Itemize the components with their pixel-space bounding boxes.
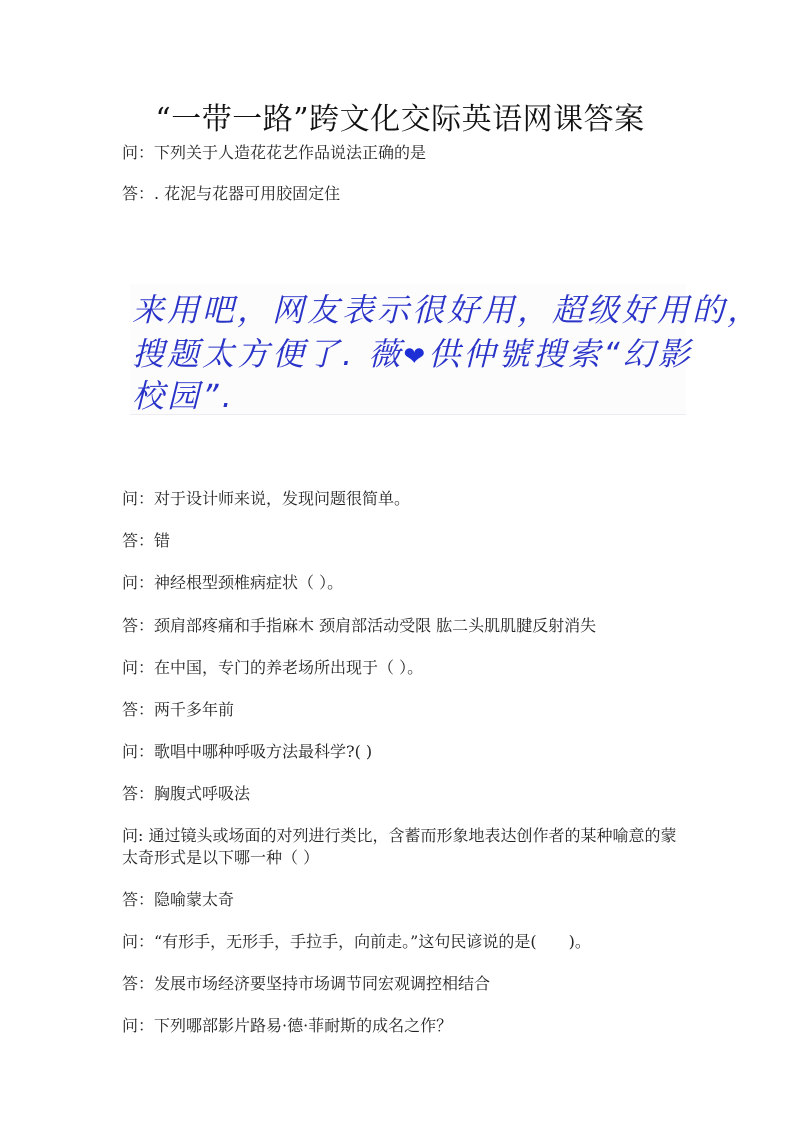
question-5: 问：歌唱中哪种呼吸方法最科学?( ) — [122, 742, 373, 761]
question-2: 问：对于设计师来说，发现问题很简单。 — [122, 489, 411, 508]
document-title: “一带一路”跨文化交际英语网课答案 — [155, 102, 645, 137]
note-line-1: 来用吧，网友表示很好用，超级好用的， — [132, 291, 763, 329]
question-4: 问：在中国，专门的养老场所出现于（ ）。 — [122, 658, 424, 677]
answer-7: 答：发展市场经济要坚持市场调节同宏观调控相结合 — [122, 974, 491, 993]
answer-2: 答：错 — [122, 531, 171, 550]
question-7: 问：“有形手，无形手，手拉手，向前走。”这句民谚说的是( )。 — [122, 932, 591, 951]
note-line-2 — [132, 334, 693, 377]
note-line-2-end: 供仲號搜索“幻影 — [428, 335, 693, 373]
question-6: 问: 通过镜头或场面的对列进行类比，含蓄而形象地表达创作者的某种喻意的蒙太奇形式是以下哪一种（ ） — [122, 826, 677, 867]
answer-5: 答：胸腹式呼吸法 — [122, 784, 251, 803]
heart-icon: ❤ — [403, 342, 429, 372]
answer-4: 答：两千多年前 — [122, 700, 235, 719]
note-line-3: 校园”. — [132, 377, 235, 415]
question-3: 问：神经根型颈椎病症状（ ）。 — [122, 573, 344, 592]
note-line-2-start: 搜题太方便了. 薇 — [132, 335, 404, 373]
question-1: 问：下列关于人造花花艺作品说法正确的是 — [122, 143, 427, 162]
handwritten-note — [130, 284, 763, 415]
question-8: 问：下列哪部影片路易·德·菲耐斯的成名之作？ — [122, 1016, 453, 1035]
answer-3: 答：颈肩部疼痛和手指麻木 颈肩部活动受限 肱二头肌肌腱反射消失 — [122, 616, 597, 635]
answer-1: 答：. 花泥与花器可用胶固定住 — [122, 184, 341, 203]
answer-6: 答：隐喻蒙太奇 — [122, 890, 235, 909]
